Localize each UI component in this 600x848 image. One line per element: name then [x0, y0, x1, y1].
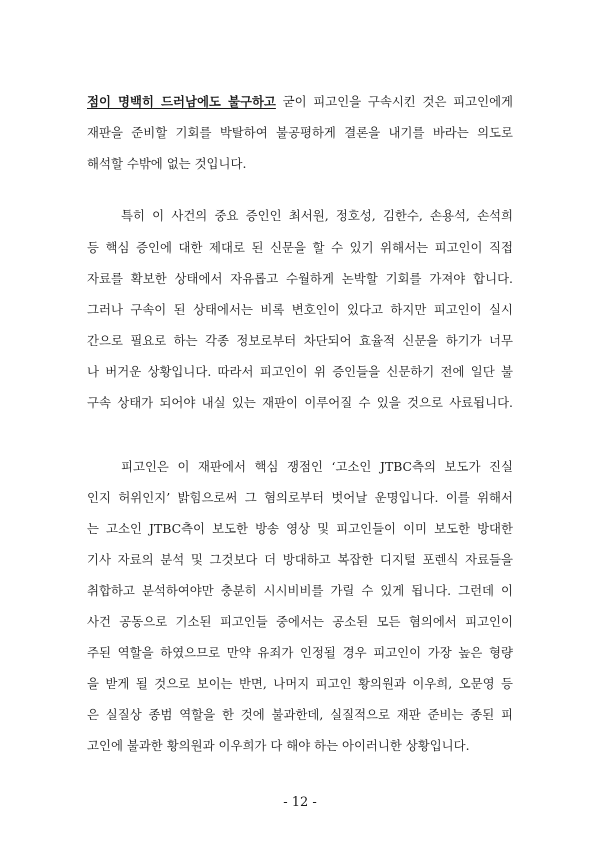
paragraph-2-line-5: 간으로 필요로 하는 각종 정보로부터 차단되어 효율적 신문을 하기가 너무: [87, 333, 513, 348]
paragraph-2-line-1: 특히 이 사건의 중요 증인인 최서원, 정호성, 김한수, 손용석, 손석희: [121, 208, 513, 223]
page-number: - 12 -: [283, 795, 317, 810]
paragraph-3-line-1: 피고인은 이 재판에서 핵심 쟁점인 ‘고소인 JTBC측의 보도가 진실: [121, 459, 513, 474]
paragraph-1-line-1-rest: 굳이 피고인을 구속시킨 것은 피고인에게: [275, 94, 514, 109]
paragraph-2-line-7: 구속 상태가 되어야 내실 있는 재판이 이루어질 수 있을 것으로 사료됩니다.: [87, 395, 513, 410]
paragraph-3-line-5: 취합하고 분석하여야만 충분히 시시비비를 가릴 수 있게 됩니다. 그런데 이: [87, 583, 513, 598]
paragraph-3-line-10: 고인에 불과한 황의원과 이우희가 다 해야 하는 아이러니한 상황입니다.: [87, 738, 470, 753]
paragraph-3-line-3: 는 고소인 JTBC측이 보도한 방송 영상 및 피고인들이 이미 보도한 방대한: [87, 521, 513, 536]
paragraph-1-line-2: 재판을 준비할 기회를 박탈하여 불공평하게 결론을 내기를 바라는 의도로: [87, 125, 513, 140]
paragraph-3-line-9: 은 실질상 종범 역할을 한 것에 불과한데, 실질적으로 재판 준비는 종된 피: [87, 707, 513, 722]
emphasized-phrase: 점이 명백히 드러남에도 불구하고: [87, 94, 276, 109]
paragraph-2-line-3: 자료를 확보한 상태에서 자유롭고 수월하게 논박할 기회를 가져야 합니다.: [87, 271, 513, 286]
paragraph-3-line-2: 인지 허위인지’ 밝힘으로써 그 혐의로부터 벗어날 운명입니다. 이를 위해서: [87, 490, 513, 505]
paragraph-1-line-1: [87, 93, 513, 111]
paragraph-3-line-8: 을 받게 될 것으로 보이는 반면, 나머지 피고인 황의원과 이우희, 오문영 등: [87, 676, 513, 691]
paragraph-2-line-2: 등 핵심 증인에 대한 제대로 된 신문을 할 수 있기 위해서는 피고인이 직접: [87, 240, 513, 255]
paragraph-1-line-3: 해석할 수밖에 없는 것입니다.: [87, 156, 247, 171]
paragraph-3-line-7: 주된 역할을 하였으므로 만약 유죄가 인정될 경우 피고인이 가장 높은 형량: [87, 645, 513, 660]
paragraph-3-line-6: 사건 공동으로 기소된 피고인들 중에서는 공소된 모든 혐의에서 피고인이: [87, 614, 513, 629]
paragraph-2-line-6: 나 버거운 상황입니다. 따라서 피고인이 위 증인들을 신문하기 전에 일단 불: [87, 364, 513, 379]
paragraph-2-line-4: 그러나 구속이 된 상태에서는 비록 변호인이 있다고 하지만 피고인이 실시: [87, 302, 513, 317]
paragraph-3-line-4: 기사 자료의 분석 및 그것보다 더 방대하고 복잡한 디지털 포렌식 자료들을: [87, 552, 513, 567]
